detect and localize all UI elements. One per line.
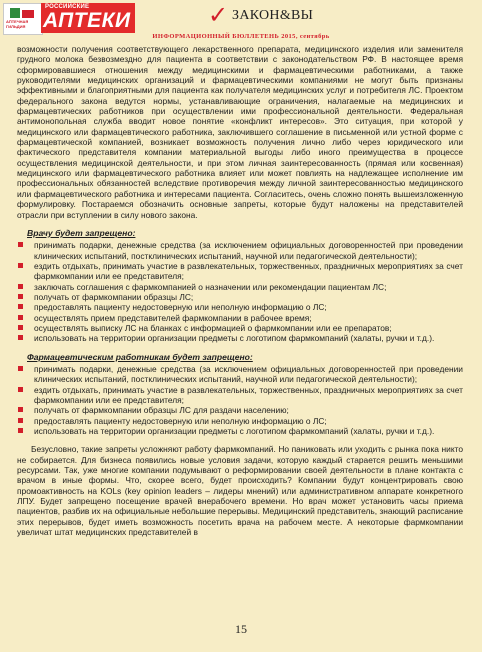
- list-item: предоставлять пациенту недостоверную или неполную информацию о ЛС;: [17, 416, 463, 426]
- bullet-icon: [18, 418, 23, 423]
- page-number: 15: [235, 622, 247, 636]
- bullet-icon: [18, 294, 23, 299]
- bullet-icon: [18, 304, 23, 309]
- bullet-icon: [18, 263, 23, 268]
- page-header: [0, 0, 482, 36]
- bullet-icon: [18, 407, 23, 412]
- list-item: предоставлять пациенту недостоверную или неполную информацию о ЛС;: [17, 302, 463, 312]
- guild-label: АПТЕЧНАЯ ГИЛЬДИЯ: [6, 19, 29, 29]
- bullet-icon: [18, 387, 23, 392]
- list-item: ездить отдыхать, принимать участие в развлекательных, торжественных, праздничных мероприятиях за счет фармкомпании или ее представителя;: [17, 261, 463, 282]
- pharmacist-prohibitions-list: [17, 364, 463, 436]
- bullet-icon: [18, 366, 23, 371]
- guild-emblem: [3, 3, 43, 35]
- doctor-prohibitions-list: [17, 240, 463, 343]
- bullet-icon: [18, 428, 23, 433]
- bullet-icon: [18, 284, 23, 289]
- section-title: ЗАКОН&ВЫ: [232, 8, 314, 23]
- doctor-prohibitions-heading: Врачу будет запрещено:: [27, 227, 136, 238]
- list-item: осуществлять прием представителей фармкомпании в рабочее время;: [17, 313, 463, 323]
- list-item: получать от фармкомпании образцы ЛС;: [17, 292, 463, 302]
- pharmacist-prohibitions-heading: Фармацевтическим работникам будет запрещено:: [27, 351, 253, 362]
- checkmark-icon: ✓: [208, 1, 229, 29]
- logo-supertitle: РОССИЙСКИЕ: [45, 4, 90, 10]
- bullet-icon: [18, 242, 23, 247]
- list-item: использовать на территории организации предметы с логотипом фармкомпаний (халаты, ручки и т.д.).: [17, 426, 463, 436]
- rossiyskie-apteki-logo: [3, 3, 131, 33]
- bullet-icon: [18, 315, 23, 320]
- list-item: ездить отдыхать, принимать участие в развлекательных, торжественных, праздничных мероприятиях за счет фармкомпании или ее представителя;: [17, 385, 463, 406]
- list-item: принимать подарки, денежные средства (за исключением официальных договоренностей при проведении клинических испытаний, постклинических испытаний, научной или педагогической деятельности);: [17, 364, 463, 385]
- list-item: заключать соглашения с фармкомпанией о назначении или рекомендации пациентам ЛС;: [17, 282, 463, 292]
- bullet-icon: [18, 325, 23, 330]
- closing-paragraph: Безусловно, такие запреты усложняют работу фармкомпаний. Но паниковать или уходить с рынка пока никто не собирается. Для бизнеса появились новые условия задачи, которую каждый старается решить меньшими ресурсами. Так, уже многие компании подумывают о реформировании своей деятельности в плане контакта с врачом в иные формы. Что, скорее всего, будет происходить? Компании будут концентрировать свою промоактивность на KOLs (key opinion leaders – лидеры мнений) или административном аппарате конкретного ЛПУ. Будет запрещено посещение врачей внерабочего времени. Но врач может установить часы приема пациентов, разбив их на официальные небольшие перерывы. Медицинский представитель, знающий расписание этих перерывов, будет иметь возможность посетить врача на рабочем месте. А некоторые фармкомпании увеличат штат медицинских представителей в: [17, 444, 463, 538]
- list-item: осуществлять выписку ЛС на бланках с информацией о фармкомпании или ее препаратов;: [17, 323, 463, 333]
- bulletin-subtitle: ИНФОРМАЦИОННЫЙ БЮЛЛЕТЕНЬ 2015, сентябрь: [152, 33, 330, 40]
- list-item: принимать подарки, денежные средства (за исключением официальных договоренностей при проведении клинических испытаний, постклинических испытаний, научной или педагогической деятельности);: [17, 240, 463, 261]
- list-item: получать от фармкомпании образцы ЛС для раздачи населению;: [17, 405, 463, 415]
- article-body: [17, 44, 463, 537]
- list-item: использовать на территории организации предметы с логотипом фармкомпаний (халаты, ручки и т.д.).: [17, 333, 463, 343]
- intro-paragraph: возможности получения соответствующего лекарственного препарата, медицинского изделия или заменителя грудного молока безвозмездно для пациента в соответствии с законодательством РФ. В настоящее время сформировавшиеся отношения между медицинскими и фармацевтическими работниками, а также руководителями медицинских организаций и фармацевтическими компаниями не могут быть признаны эффективными и благоприятными для пациента как получателя медицинских услуг и потребителя ЛС. Проектом федерального закона ведутся нормы, устанавливающие ограничения, налагаемые на медицинских и фармацевтических работников при осуществлении ими профессиональной деятельности. Федеральная антимонопольная служба вводит новое понятие «конфликт интересов». Это ситуация, при которой у медицинского или фармацевтического работника, заключившего соглашение в письменной или устной форме с фармацевтической компанией, возникает возможность получения лично либо через юридического или фактического представителя компании материальной выгоды либо иного преимущества в процессе осуществления медицинской деятельности, и при этом личная заинтересованность (прямая или косвенная) медицинского или фармацевтического работника влияет или может повлиять на надлежащее исполнение им профессиональных обязанностей вследствие противоречия между личной заинтересованностью медицинского или фармацевтического работника и интересами пациента. Согласитесь, очень сложно понять вышеизложенную формулировку. Постараемся обозначить основные запреты, которые будут наложены на представителей отрасли при вступлении в силу нового закона.: [17, 44, 463, 220]
- bullet-icon: [18, 335, 23, 340]
- logo-title: АПТЕКИ: [43, 9, 131, 32]
